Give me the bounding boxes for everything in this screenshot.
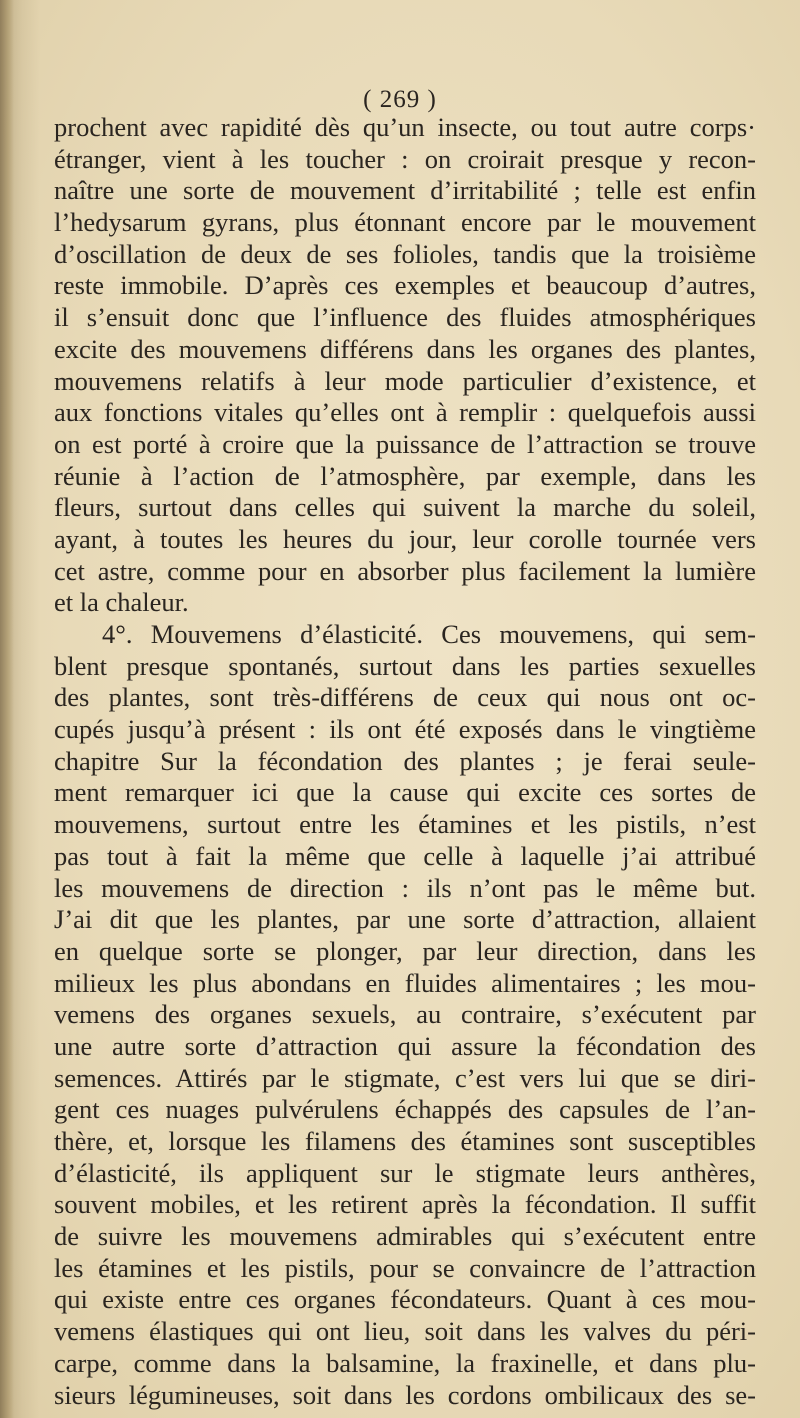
text-line: pas tout à fait la même que celle à laquelle j’ai attribué bbox=[54, 840, 756, 871]
text-line: reste immobile. D’après ces exemples et beaucoup d’autres, bbox=[54, 270, 756, 301]
text-line: il s’ensuit donc que l’influence des fluides atmosphériques bbox=[54, 302, 756, 333]
text-line: thère, et, lorsque les filamens des étamines sont susceptibles bbox=[54, 1126, 756, 1156]
text-line: aux fonctions vitales qu’elles ont à remplir : quelquefois aussi bbox=[54, 397, 756, 428]
text-line: mouvemens, surtout entre les étamines et les pistils, n’est bbox=[54, 809, 756, 840]
text-line: de suivre les mouvemens admirables qui s’exécutent entre bbox=[54, 1221, 756, 1252]
text-line: d’élasticité, ils appliquent sur le stigmate leurs anthères, bbox=[54, 1157, 756, 1188]
text-line: une autre sorte d’attraction qui assure la fécondation des bbox=[54, 1030, 756, 1061]
text-line: milieux les plus abondans en fluides alimentaires ; les mou- bbox=[54, 967, 756, 998]
text-line: blent presque spontanés, surtout dans les parties sexuelles bbox=[54, 650, 756, 681]
text-line: sieurs légumineuses, soit dans les cordons ombilicaux des se- bbox=[54, 1379, 756, 1410]
text-line: naître une sorte de mouvement d’irritabilité ; telle est enfin bbox=[54, 175, 756, 206]
body-text bbox=[54, 112, 756, 1411]
text-line: on est porté à croire que la puissance de l’attraction se trouve bbox=[54, 428, 756, 459]
text-line: cupés jusqu’à présent : ils ont été exposés dans le vingtième bbox=[54, 714, 756, 745]
text-line: chapitre Sur la fécondation des plantes ; je ferai seule- bbox=[54, 745, 756, 776]
text-line: ayant, à toutes les heures du jour, leur corolle tournée vers bbox=[54, 523, 756, 554]
text-line: carpe, comme dans la balsamine, la fraxinelle, et dans plu- bbox=[54, 1347, 756, 1378]
text-line: réunie à l’action de l’atmosphère, par exemple, dans les bbox=[54, 460, 756, 491]
text-line: des plantes, sont très-différens de ceux qui nous ont oc- bbox=[54, 682, 756, 713]
text-line: d’oscillation de deux de ses folioles, tandis que la troisième bbox=[54, 238, 756, 269]
text-line: ment remarquer ici que la cause qui excite ces sortes de bbox=[54, 777, 756, 808]
text-line: cet astre, comme pour en absorber plus facilement la lumière bbox=[54, 555, 756, 586]
text-line: et la chaleur. bbox=[54, 587, 189, 618]
text-line: fleurs, surtout dans celles qui suivent la marche du soleil, bbox=[54, 492, 756, 523]
text-line: mouvemens relatifs à leur mode particulier d’existence, et bbox=[54, 365, 756, 396]
text-line: semences. Attirés par le stigmate, c’est vers lui que se diri- bbox=[54, 1062, 756, 1093]
text-line: gent ces nuages pulvérulens échappés des capsules de l’an- bbox=[54, 1094, 756, 1125]
text-line: vemens des organes sexuels, au contraire, s’exécutent par bbox=[54, 999, 756, 1030]
text-line: prochent avec rapidité dès qu’un insecte, ou tout autre corps· bbox=[54, 112, 756, 142]
text-line: en quelque sorte se plonger, par leur direction, dans les bbox=[54, 935, 756, 966]
section-heading-line: 4°. Mouvemens d’élasticité. Ces mouvemens, qui sem- bbox=[102, 619, 756, 649]
text-line: souvent mobiles, et les retirent après la fécondation. Il suffit bbox=[54, 1189, 756, 1220]
text-line: les étamines et les pistils, pour se convaincre de l’attraction bbox=[54, 1252, 756, 1283]
text-line: l’hedysarum gyrans, plus étonnant encore par le mouvement bbox=[54, 207, 756, 238]
text-line: J’ai dit que les plantes, par une sorte d’attraction, allaient bbox=[54, 904, 756, 935]
text-line: qui existe entre ces organes fécondateurs. Quant à ces mou- bbox=[54, 1284, 756, 1315]
text-line: les mouvemens de direction : ils n’ont pas le même but. bbox=[54, 872, 756, 903]
text-line: vemens élastiques qui ont lieu, soit dans les valves du péri- bbox=[54, 1316, 756, 1347]
page-number: ( 269 ) bbox=[363, 86, 437, 113]
text-line: excite des mouvemens différens dans les organes des plantes, bbox=[54, 333, 756, 364]
page-gutter-shadow bbox=[0, 0, 14, 1418]
text-line: étranger, vient à les toucher : on croirait presque y recon- bbox=[54, 143, 756, 174]
